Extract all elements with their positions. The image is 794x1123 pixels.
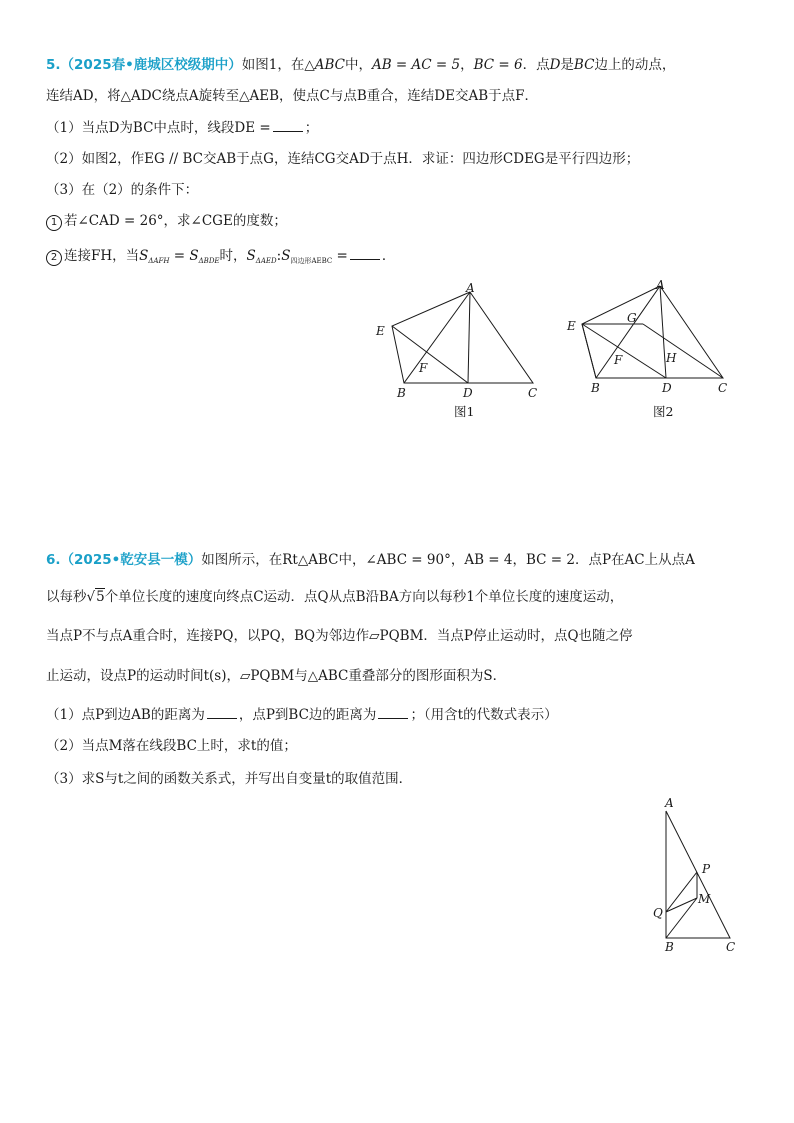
- p5-q1-text: （1）当点D为BC中点时，线段DE =: [46, 120, 271, 136]
- figure-1-caption: 图1: [454, 404, 475, 419]
- answer-blank: [350, 247, 380, 260]
- circled-number-2: 2: [46, 250, 62, 266]
- p6-text: 如图所示，在Rt△ABC中，∠ABC = 90°，AB = 4，BC = 2．点P在AC上从点A: [201, 552, 695, 568]
- point-label-B: B: [665, 940, 674, 954]
- p5-question-3: （3）在（2）的条件下：: [46, 182, 199, 198]
- sqrt-radicand: 5: [96, 589, 105, 605]
- segment-CG: [643, 324, 723, 378]
- p6-q1-text: ；（用含t的代数式表示）: [410, 707, 558, 723]
- segment-MB: [666, 898, 697, 938]
- p6-question-2: （2）当点M落在线段BC上时，求t的值；: [46, 738, 297, 754]
- fig1-outline: [392, 292, 533, 383]
- point-label-A: A: [656, 278, 665, 292]
- segment-AB: [596, 286, 660, 378]
- p5-text: ，: [460, 57, 474, 73]
- point-label-A: A: [466, 281, 475, 295]
- point-label-M: M: [698, 892, 711, 906]
- point-label-A: A: [665, 796, 674, 810]
- p5-math: AB = AC = 5: [371, 57, 461, 73]
- point-label-B: B: [397, 386, 406, 400]
- figure-6: [650, 795, 750, 960]
- p5-text: ．点: [522, 57, 550, 73]
- p5-case-1-text: 若∠CAD = 26°，求∠CGE的度数；: [64, 213, 287, 229]
- figure-1: [360, 280, 560, 420]
- segment-DE: [392, 326, 468, 383]
- p5-case-2: [46, 247, 395, 270]
- point-label-F: F: [614, 353, 623, 367]
- point-label-C: C: [528, 386, 538, 400]
- p6-line-3: 当点P不与点A重合时，连接PQ，以PQ，BQ为邻边作▱PQBM．当点P停止运动时，点Q也随之停: [46, 628, 633, 644]
- p6-source: （2025•乾安县一模）: [60, 552, 202, 568]
- p5-case-2-text: 连接FH，当: [64, 248, 140, 264]
- subscript: ΔAED: [255, 257, 277, 265]
- fig6-triangle-ABC: [666, 811, 730, 938]
- p6-line-4: 止运动，设点P的运动时间t(s)，▱PQBM与△ABC重叠部分的图形面积为S．: [46, 668, 507, 684]
- point-label-F: F: [419, 361, 428, 375]
- point-label-D: D: [662, 381, 672, 395]
- p5-line-1: [46, 56, 675, 74]
- p5-question-1: [46, 119, 318, 137]
- p5-text: :: [276, 248, 282, 264]
- p5-line-2: 连结AD，将△ADC绕点A旋转至△AEB，使点C与点B重合，连结DE交AB于点F．: [46, 88, 538, 104]
- area-symbol: S: [189, 248, 199, 264]
- p5-text: 如图1，在: [241, 57, 305, 73]
- point-label-E: E: [376, 324, 385, 338]
- segment-DE: [582, 324, 666, 378]
- p5-math: D: [549, 57, 561, 73]
- p5-text: 边上的动点，: [594, 57, 676, 73]
- answer-blank: [378, 706, 408, 719]
- point-label-D: D: [463, 386, 473, 400]
- p6-q1-text: （1）点P到边AB的距离为: [46, 707, 205, 723]
- answer-blank: [207, 706, 237, 719]
- answer-blank: [273, 119, 303, 132]
- point-label-G: G: [627, 311, 637, 325]
- p5-text: =: [332, 248, 348, 264]
- p5-source: （2025春•鹿城区校级期中）: [60, 57, 242, 73]
- p6-question-3: （3）求S与t之间的函数关系式，并写出自变量t的取值范围．: [46, 771, 413, 787]
- segment-PQ: [666, 872, 697, 912]
- segment-QM: [666, 898, 697, 912]
- p5-text: 是: [560, 57, 574, 73]
- p5-question-2: （2）如图2，作EG // BC交AB于点G，连结CG交AD于点H．求证：四边形CDEG是平行四边形；: [46, 151, 640, 167]
- point-label-P: P: [702, 862, 711, 876]
- p5-text: 中，: [344, 57, 372, 73]
- point-label-C: C: [718, 381, 728, 395]
- figure-2-caption: 图2: [653, 404, 674, 419]
- p5-q1-end: ；: [304, 120, 319, 136]
- p6-q1-text: ，点P到BC边的距离为: [238, 707, 377, 723]
- p5-number: 5.: [46, 57, 61, 73]
- segment-AB: [404, 292, 470, 383]
- subscript: 四边形AEBC: [290, 257, 333, 265]
- p5-math: BC: [573, 57, 595, 73]
- figure-2: [560, 274, 760, 420]
- p5-text: ．: [381, 248, 396, 264]
- p5-case-1: [46, 212, 287, 231]
- p6-text: 以每秒: [46, 589, 87, 605]
- point-label-H: H: [666, 351, 677, 365]
- subscript: ΔBDE: [198, 257, 220, 265]
- p5-math: △ABC: [304, 57, 345, 73]
- p5-text: 时，: [219, 248, 247, 264]
- p5-math: BC = 6: [473, 57, 523, 73]
- circled-number-1: 1: [46, 215, 62, 231]
- p6-number: 6.: [46, 552, 61, 568]
- segment-AD: [468, 292, 470, 383]
- point-label-E: E: [567, 319, 576, 333]
- p6-line-1: [46, 551, 695, 569]
- point-label-B: B: [591, 381, 600, 395]
- subscript: ΔAFH: [148, 257, 170, 265]
- p6-question-1: [46, 706, 558, 724]
- area-symbol: S: [139, 248, 149, 264]
- sqrt-symbol: √: [86, 589, 96, 605]
- point-label-C: C: [726, 940, 736, 954]
- p6-line-2: [46, 588, 623, 606]
- area-symbol: S: [281, 248, 291, 264]
- area-symbol: S: [246, 248, 256, 264]
- point-label-Q: Q: [653, 906, 663, 920]
- p6-text: 个单位长度的速度向终点C运动．点Q从点B沿BA方向以每秒1个单位长度的速度运动，: [104, 589, 624, 605]
- p5-text: =: [169, 248, 190, 264]
